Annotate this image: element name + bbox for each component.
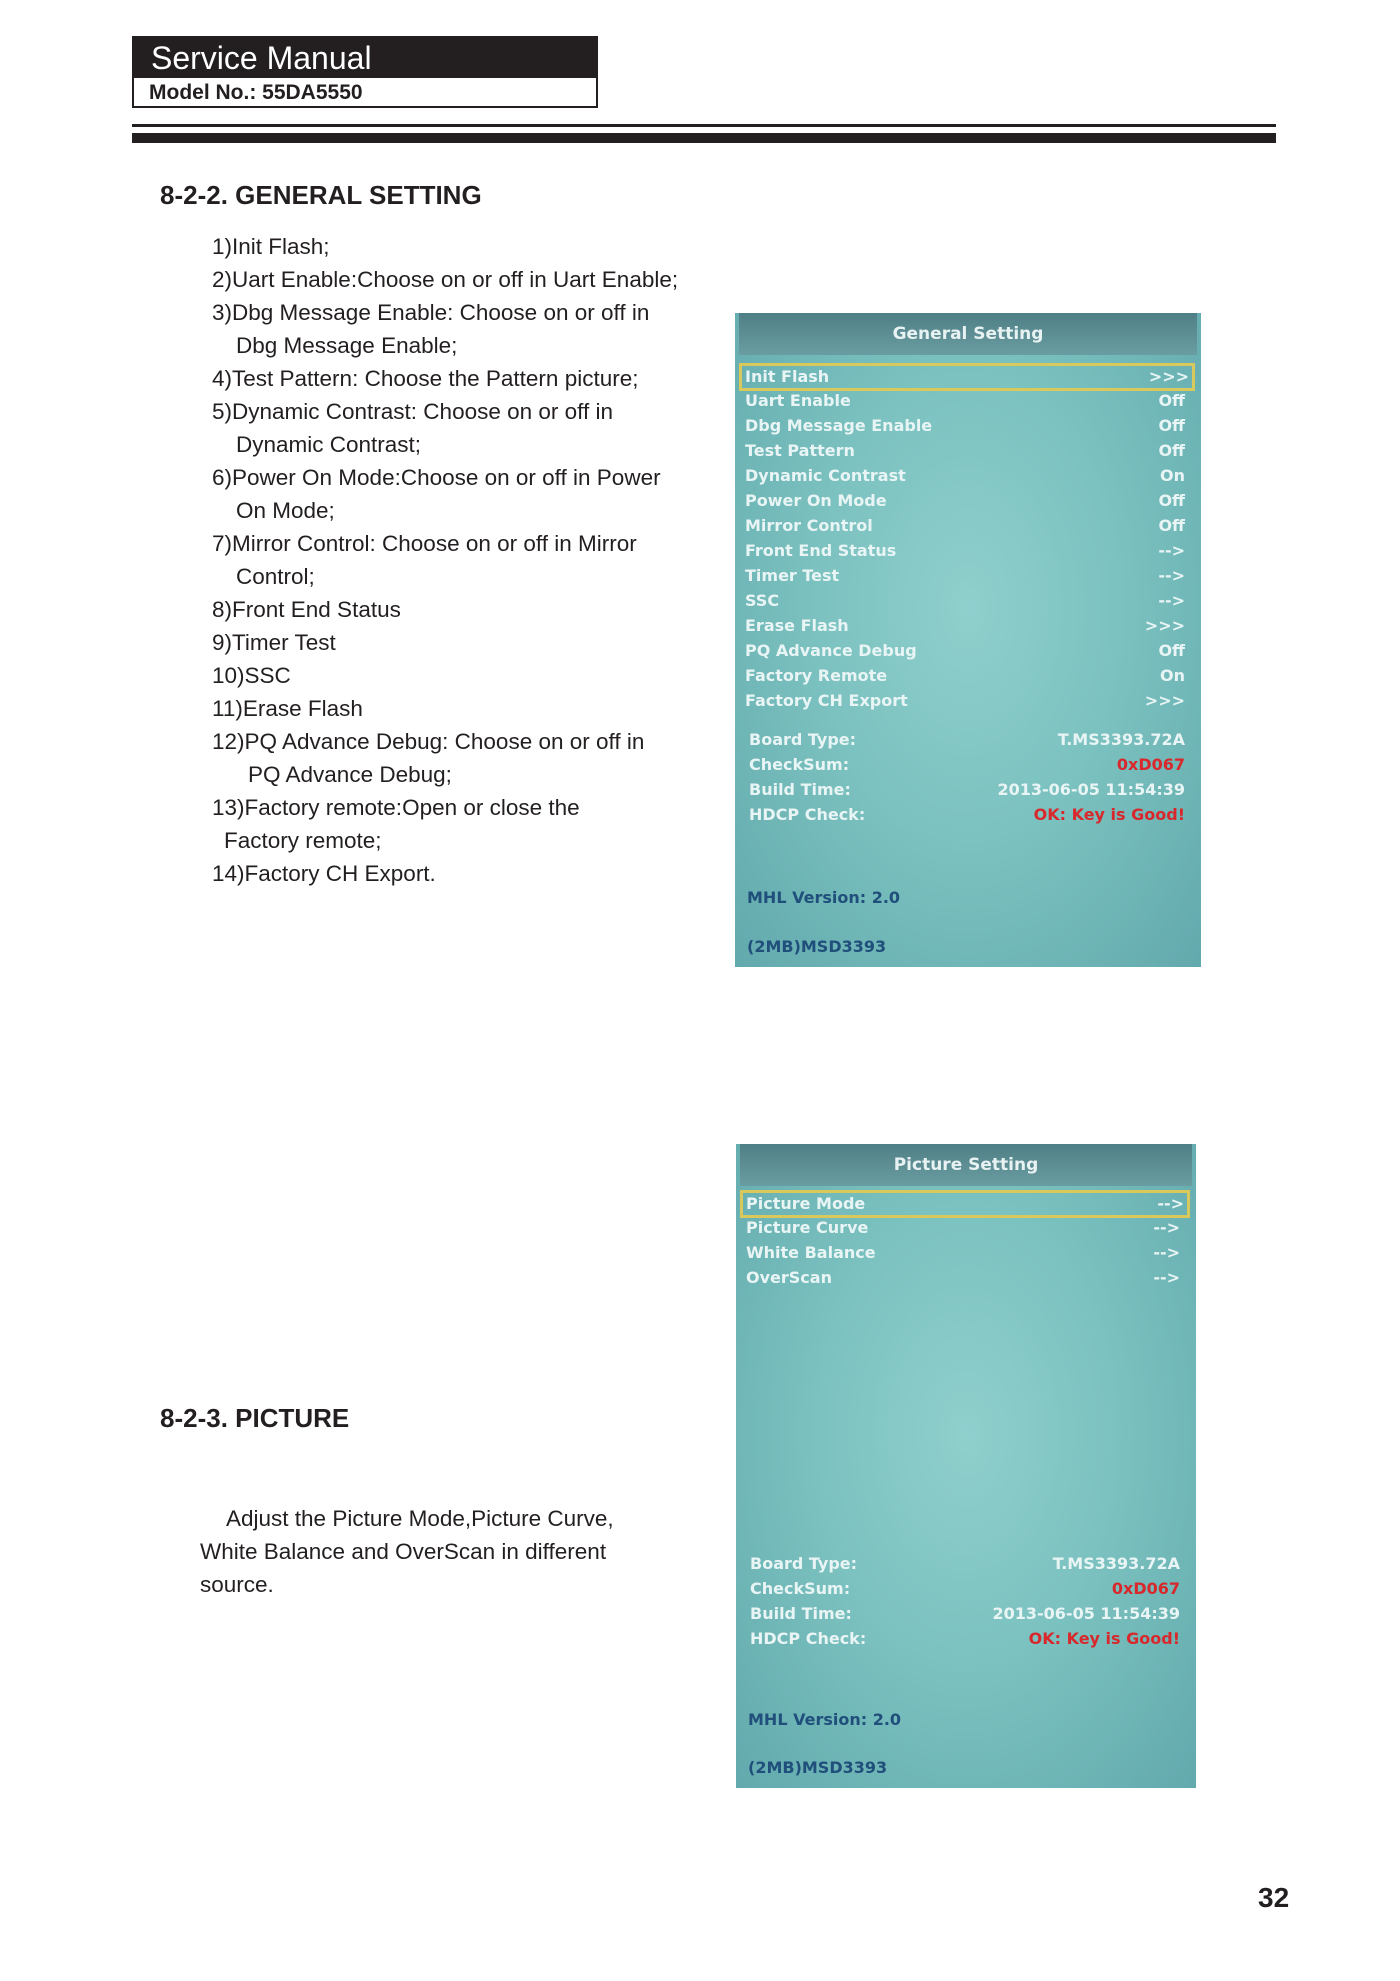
chip-label: (2MB)MSD3393 xyxy=(748,1758,888,1777)
list-item: 3)Dbg Message Enable: Choose on or off in xyxy=(212,300,650,325)
menu-row xyxy=(745,639,1189,663)
row-value: >>> xyxy=(1148,367,1189,386)
list-item: 12)PQ Advance Debug: Choose on or off in xyxy=(212,729,645,754)
row-label: SSC xyxy=(745,591,780,610)
row-label: Uart Enable xyxy=(745,391,851,410)
row-value: --> xyxy=(1158,591,1185,610)
row-value: Off xyxy=(1158,441,1185,460)
row-value: --> xyxy=(1153,1268,1180,1287)
list-item: PQ Advance Debug; xyxy=(248,762,452,787)
list-item: 13)Factory remote:Open or close the xyxy=(212,795,580,820)
menu-row xyxy=(746,1266,1184,1290)
menu-row-init-flash xyxy=(741,365,1193,389)
info-row xyxy=(750,1627,1180,1651)
row-value: --> xyxy=(1153,1218,1180,1237)
screen-title: Picture Setting xyxy=(740,1144,1192,1186)
row-label: Dynamic Contrast xyxy=(745,466,906,485)
list-item: 9)Timer Test xyxy=(212,630,336,655)
menu-row xyxy=(745,389,1189,413)
general-setting-list xyxy=(212,230,678,890)
row-label: Mirror Control xyxy=(745,516,873,535)
row-value: Off xyxy=(1158,416,1185,435)
info-value: 0xD067 xyxy=(1111,1579,1180,1598)
picture-description xyxy=(200,1502,614,1601)
list-item: 4)Test Pattern: Choose the Pattern picture; xyxy=(212,366,639,391)
info-row xyxy=(749,753,1185,777)
header-rule-thick xyxy=(132,133,1276,143)
paragraph-line: Adjust the Picture Mode,Picture Curve, xyxy=(226,1506,614,1531)
info-value: OK: Key is Good! xyxy=(1033,805,1185,824)
info-row xyxy=(749,778,1185,802)
menu-row xyxy=(745,664,1189,688)
menu-row xyxy=(745,564,1189,588)
info-row xyxy=(749,728,1185,752)
row-label: Front End Status xyxy=(745,541,897,560)
row-value: --> xyxy=(1153,1243,1180,1262)
menu-row xyxy=(745,464,1189,488)
menu-row-picture-mode xyxy=(742,1192,1188,1216)
mhl-version: MHL Version: 2.0 xyxy=(747,888,901,907)
list-item: 2)Uart Enable:Choose on or off in Uart Enable; xyxy=(212,267,679,292)
row-value: On xyxy=(1160,666,1185,685)
list-item: 14)Factory CH Export. xyxy=(212,861,436,886)
list-item: 11)Erase Flash xyxy=(212,696,363,721)
row-label: Picture Mode xyxy=(746,1194,866,1213)
row-value: --> xyxy=(1157,1194,1184,1213)
info-value: 2013-06-05 11:54:39 xyxy=(992,1604,1180,1623)
section-title-general: 8-2-2. GENERAL SETTING xyxy=(160,180,482,210)
menu-row xyxy=(745,539,1189,563)
info-row xyxy=(750,1552,1180,1576)
menu-row xyxy=(746,1216,1184,1240)
row-value: --> xyxy=(1158,566,1185,585)
info-row xyxy=(750,1602,1180,1626)
row-value: Off xyxy=(1158,491,1185,510)
row-label: PQ Advance Debug xyxy=(745,641,917,660)
picture-setting-screenshot xyxy=(736,1144,1196,1788)
row-label: Factory Remote xyxy=(745,666,888,685)
row-value: Off xyxy=(1158,391,1185,410)
section-title-picture: 8-2-3. PICTURE xyxy=(160,1403,350,1433)
row-label: Picture Curve xyxy=(746,1218,869,1237)
info-value: OK: Key is Good! xyxy=(1028,1629,1180,1648)
list-item: 7)Mirror Control: Choose on or off in Mirror xyxy=(212,531,637,556)
info-value: T.MS3393.72A xyxy=(1052,1554,1180,1573)
row-label: Factory CH Export xyxy=(745,691,908,710)
menu-row xyxy=(745,439,1189,463)
row-value: >>> xyxy=(1144,616,1185,635)
model-number: Model No.: 55DA5550 xyxy=(149,81,363,104)
menu-row xyxy=(745,589,1189,613)
info-label: HDCP Check: xyxy=(749,805,866,824)
header-box xyxy=(132,36,598,108)
manual-title: Service Manual xyxy=(134,38,596,78)
row-value: On xyxy=(1160,466,1185,485)
info-label: Build Time: xyxy=(749,780,851,799)
menu-row xyxy=(745,489,1189,513)
list-item: Dbg Message Enable; xyxy=(236,333,458,358)
row-value: Off xyxy=(1158,516,1185,535)
chip-label: (2MB)MSD3393 xyxy=(747,937,887,956)
list-item: 5)Dynamic Contrast: Choose on or off in xyxy=(212,399,614,424)
menu-row xyxy=(745,689,1189,713)
row-label: White Balance xyxy=(746,1243,876,1262)
header-rule-thin xyxy=(132,124,1276,127)
row-value: Off xyxy=(1158,641,1185,660)
list-item: On Mode; xyxy=(236,498,335,523)
row-label: Erase Flash xyxy=(745,616,849,635)
info-label: Board Type: xyxy=(750,1554,858,1573)
row-label: Timer Test xyxy=(745,566,840,585)
row-label: OverScan xyxy=(746,1268,832,1287)
screen-title: General Setting xyxy=(739,313,1197,355)
row-value: --> xyxy=(1158,541,1185,560)
menu-row xyxy=(746,1241,1184,1265)
info-label: HDCP Check: xyxy=(750,1629,867,1648)
info-label: Board Type: xyxy=(749,730,857,749)
row-label: Dbg Message Enable xyxy=(745,416,933,435)
general-setting-screenshot xyxy=(735,313,1201,967)
list-item: 8)Front End Status xyxy=(212,597,401,622)
info-label: CheckSum: xyxy=(749,755,850,774)
mhl-version: MHL Version: 2.0 xyxy=(748,1710,902,1729)
info-label: Build Time: xyxy=(750,1604,852,1623)
page-number: 32 xyxy=(1258,1882,1290,1913)
paragraph-line: White Balance and OverScan in different xyxy=(200,1539,607,1564)
list-item: Dynamic Contrast; xyxy=(236,432,422,457)
info-row xyxy=(749,803,1185,827)
list-item: 1)Init Flash; xyxy=(212,234,330,259)
row-label: Init Flash xyxy=(745,367,830,386)
list-item: Control; xyxy=(236,564,315,589)
paragraph-line: source. xyxy=(200,1572,274,1597)
info-value: T.MS3393.72A xyxy=(1057,730,1185,749)
info-value: 0xD067 xyxy=(1116,755,1185,774)
row-value: >>> xyxy=(1144,691,1185,710)
info-row xyxy=(750,1577,1180,1601)
row-label: Power On Mode xyxy=(745,491,887,510)
list-item: 10)SSC xyxy=(212,663,291,688)
menu-row xyxy=(745,414,1189,438)
row-label: Test Pattern xyxy=(745,441,855,460)
info-label: CheckSum: xyxy=(750,1579,851,1598)
info-value: 2013-06-05 11:54:39 xyxy=(997,780,1185,799)
list-item: 6)Power On Mode:Choose on or off in Power xyxy=(212,465,661,490)
menu-row xyxy=(745,614,1189,638)
menu-row xyxy=(745,514,1189,538)
list-item: Factory remote; xyxy=(224,828,382,853)
